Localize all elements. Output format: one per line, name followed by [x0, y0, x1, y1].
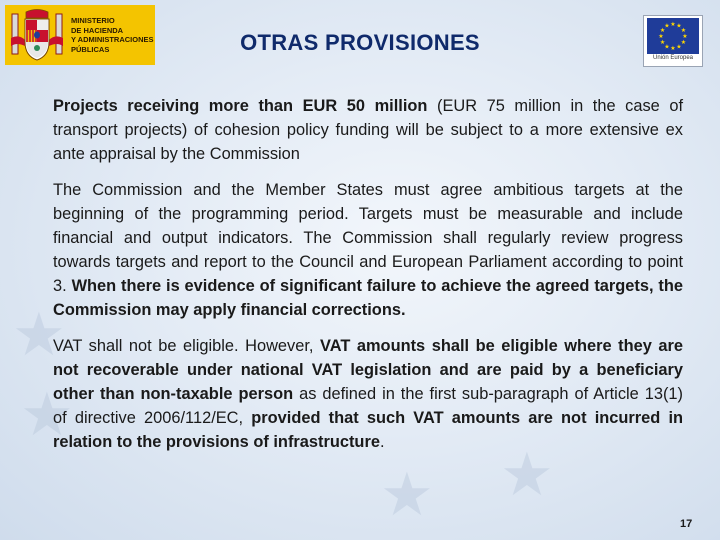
text-run-bold: VAT amounts shall be eligible where they are not recoverable under national VAT legislation and are paid by a beneficiary other than non-taxable person	[53, 337, 683, 403]
slide-body	[53, 94, 683, 466]
eu-flag-icon	[647, 18, 699, 54]
eu-logo-caption: Unión Europea	[652, 55, 694, 61]
eu-star-icon: ★	[676, 44, 682, 51]
background-star-icon: ★	[12, 301, 66, 368]
text-run: .	[379, 433, 385, 451]
eu-star-icon: ★	[676, 23, 682, 30]
eu-star-icon: ★	[664, 23, 670, 30]
background-star-icon: ★	[500, 441, 554, 508]
paragraph-vat	[53, 334, 683, 454]
paragraph-ex-ante-appraisal	[53, 94, 683, 166]
text-run: as defined in the first sub-paragraph of Article 13(1) of directive 2006/112/EC,	[53, 385, 683, 427]
eu-star-icon: ★	[659, 28, 666, 34]
paragraph-targets	[53, 178, 683, 322]
eu-star-icon: ★	[682, 34, 688, 40]
ministry-logo-text: MINISTERIO DE HACIENDA Y ADMINISTRACIONES PÚBLICAS	[71, 16, 154, 54]
eu-star-icon: ★	[680, 40, 687, 46]
text-run: The Commission and the Member States must agree ambitious targets at the beginning of the programming period. Targets must be measurable and include financial and output indicators. The Commission shall regularly review progress towards targets and report to the Council and European Parliament according to point 3.	[53, 181, 683, 295]
eu-star-icon: ★	[664, 44, 670, 51]
text-run: (EUR 75 million in the case of transport projects) of cohesion policy funding will be subject to a more extensive ex ante appraisal by the Commission	[53, 97, 683, 163]
eu-star-icon: ★	[659, 40, 666, 46]
eu-star-icon: ★	[670, 46, 676, 52]
eu-star-icon: ★	[670, 22, 676, 28]
page-number: 17	[680, 518, 693, 530]
eu-star-icon: ★	[680, 28, 687, 34]
text-run-bold: provided that such VAT amounts are not incurred in relation to the provisions of infrastructure	[53, 409, 684, 451]
background-star-icon: ★	[380, 461, 434, 528]
text-run: VAT shall not be eligible. However,	[53, 337, 320, 355]
text-run-bold: When there is evidence of significant failure to achieve the agreed targets, the Commission may apply financial corrections.	[53, 277, 683, 319]
eu-logo	[643, 15, 703, 67]
text-run-bold: Projects receiving more than EUR 50 million	[53, 97, 428, 115]
page-title: OTRAS PROVISIONES	[240, 30, 480, 55]
background-star-icon: ★	[20, 381, 74, 448]
eu-star-icon: ★	[658, 34, 664, 40]
